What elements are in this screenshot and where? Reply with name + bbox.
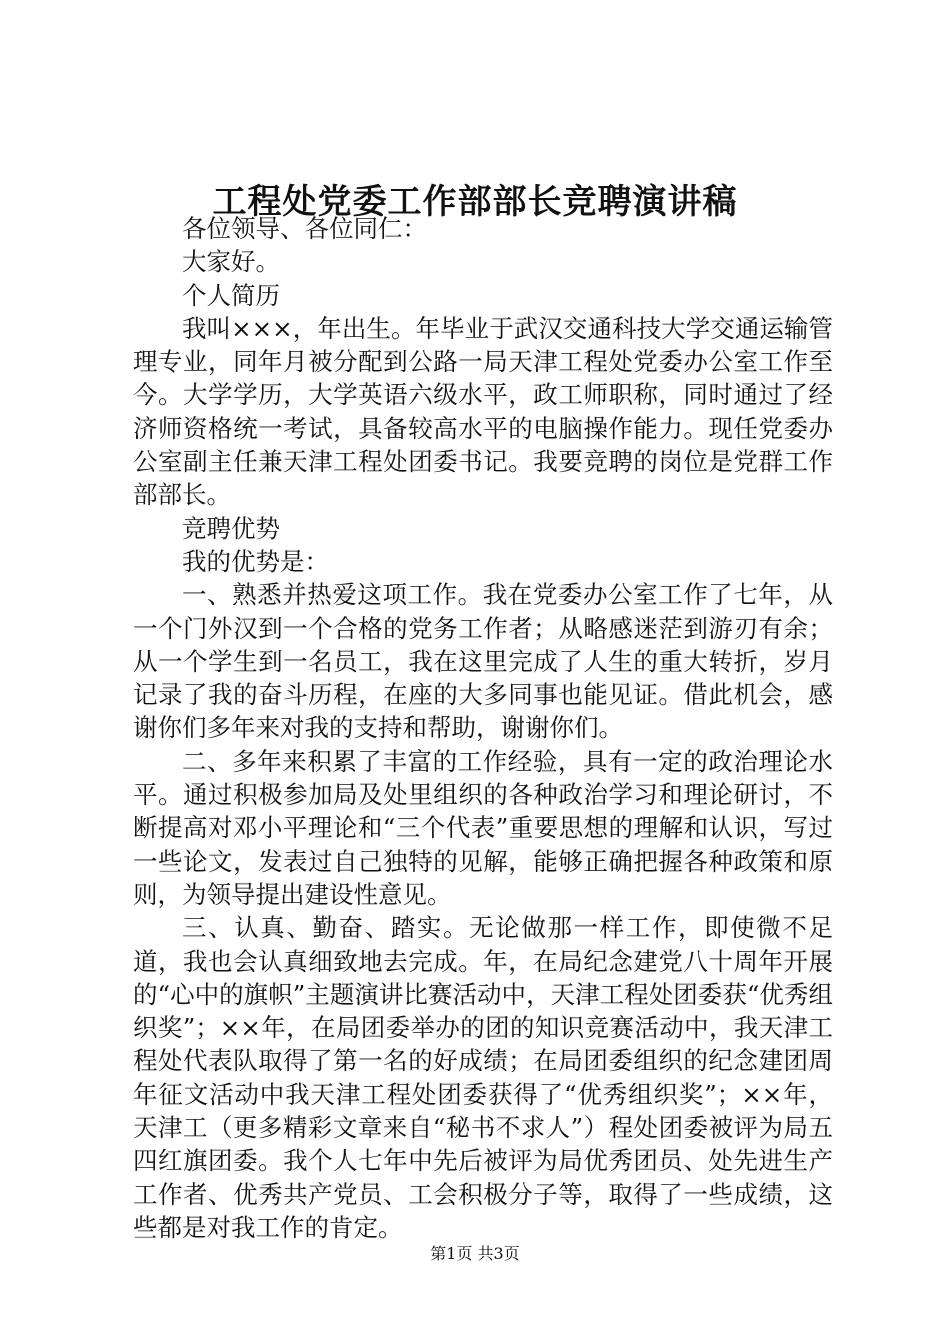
paragraph-advantage-2: 二、多年来积累了丰富的工作经验，具有一定的政治理论水平。通过积极参加局及处里组织的各种政治学习和理论研讨，不断提高对邓小平理论和“三个代表”重要思想的理解和认识，写过一些论文，发表过自己独特的见解，能够正确把握各种政策和原则，为领导提出建设性意见。 — [133, 746, 833, 909]
paragraph-advantage-3: 三、认真、勤奋、踏实。无论做那一样工作，即使微不足道，我也会认真细致地去完成。年，在局纪念建党八十周年开展的“心中的旗帜”主题演讲比赛活动中，天津工程处团委获“优秀组织奖”；××年，在局团委举办的团的知识竞赛活动中，我天津工程处代表队取得了第一名的好成绩；在局团委组织的纪念建团周年征文活动中我天津工程处团委获得了“优秀组织奖”；××年，天津工（更多精彩文章来自“秘书不求人”）程处团委被评为局五四红旗团委。我个人七年中先后被评为局优秀团员、处先进生产工作者、优秀共产党员、工会积极分子等，取得了一些成绩，这些都是对我工作的肯定。 — [133, 913, 833, 1242]
paragraph-advantage-1: 一、熟悉并热爱这项工作。我在党委办公室工作了七年，从一个门外汉到一个合格的党务工作者；从略感迷茫到游刃有余；从一个学生到一名员工，我在这里完成了人生的重大转折，岁月记录了我的奋斗历程，在座的大多同事也能见证。借此机会，感谢你们多年来对我的支持和帮助，谢谢你们。 — [133, 580, 833, 743]
paragraph-hello: 大家好。 — [182, 247, 280, 277]
section-heading-advantages: 竞聘优势 — [182, 513, 280, 543]
page-footer: 第1页 共3页 — [430, 1244, 520, 1263]
document-body — [133, 212, 833, 1244]
section-heading-resume: 个人简历 — [182, 280, 280, 310]
paragraph-resume: 我叫×××，年出生。年毕业于武汉交通科技大学交通运输管理专业，同年月被分配到公路一局天津工程处党委办公室工作至今。大学学历，大学英语六级水平，政工师职称，同时通过了经济师资格统一考试，具备较高水平的电脑操作能力。现任党委办公室副主任兼天津工程处团委书记。我要竞聘的岗位是党群工作部部长。 — [133, 313, 833, 510]
document-title: 工程处党委工作部部长竞聘演讲稿 — [212, 182, 738, 222]
paragraph-greeting: 各位领导、各位同仁： — [182, 214, 427, 243]
paragraph-advantages-intro: 我的优势是： — [182, 546, 329, 576]
